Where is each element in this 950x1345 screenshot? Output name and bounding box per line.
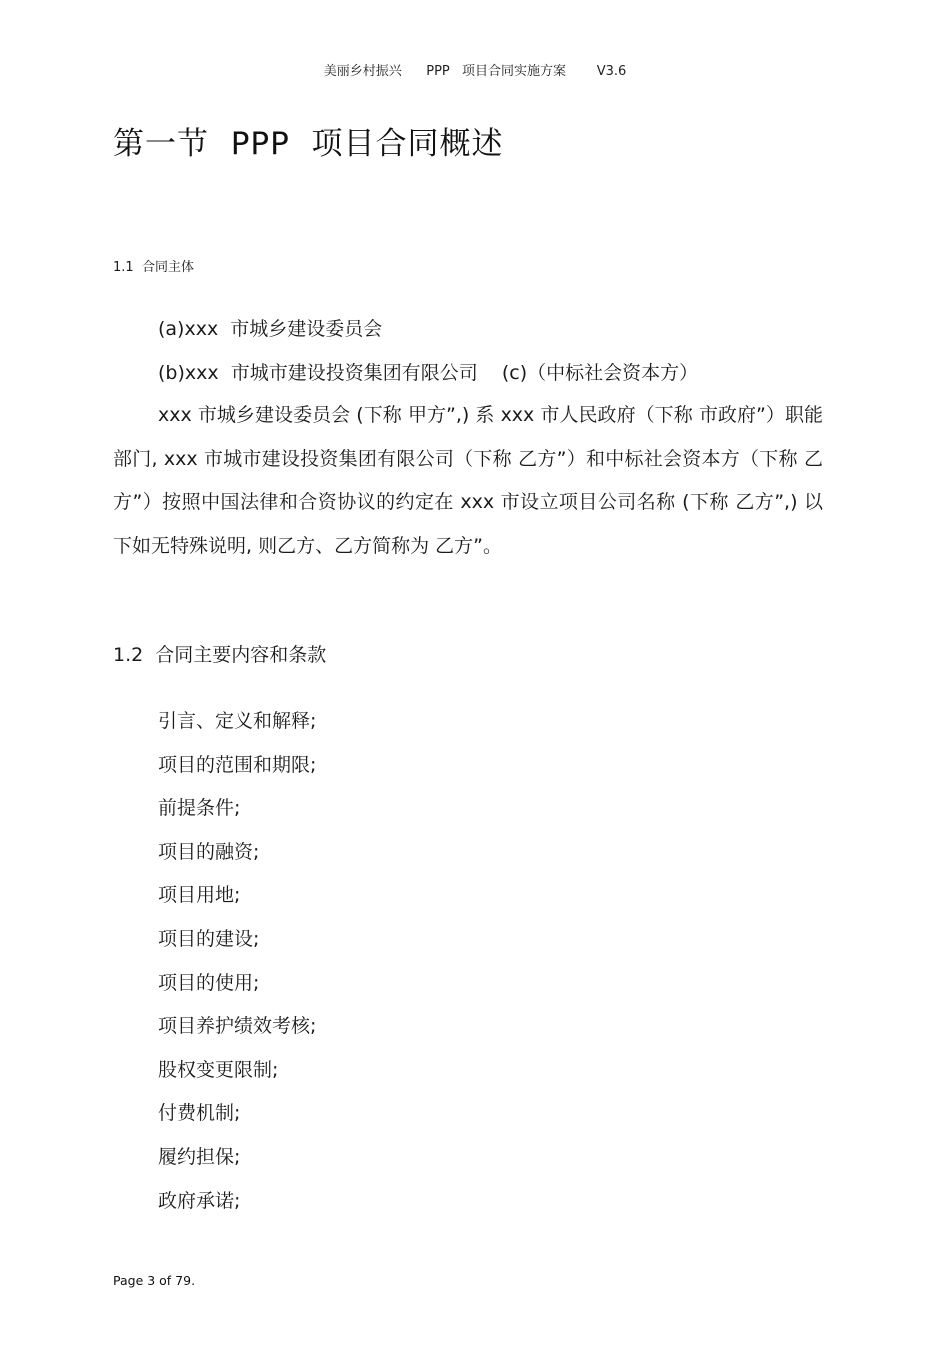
section-title: 第一节 PPP 项目合同概述 (113, 126, 504, 162)
list-item: 项目的范围和期限; (158, 753, 317, 776)
subsection-1-heading: 1.1 合同主体 (113, 260, 194, 275)
entity-a: (a)xxx 市城乡建设委员会 (158, 318, 383, 340)
list-item: 付费机制; (158, 1102, 241, 1125)
page-number: Page 3 of 79. (113, 1273, 196, 1288)
list-item: 项目的建设; (158, 927, 260, 950)
list-item: 项目用地; (158, 884, 241, 907)
list-item: 股权变更限制; (158, 1058, 279, 1081)
list-item: 项目养护绩效考核; (158, 1015, 317, 1038)
list-item: 项目的融资; (158, 840, 260, 863)
clause-list (158, 700, 316, 1223)
list-item: 项目的使用; (158, 971, 260, 994)
list-item: 前提条件; (158, 797, 241, 820)
list-item: 引言、定义和解释; (158, 710, 317, 732)
subsection-2-heading: 1.2 合同主要内容和条款 (113, 644, 327, 666)
list-item: 履约担保; (158, 1145, 241, 1168)
parties-paragraph: xxx 市城乡建设委员会 (下称 甲方”,) 系 xxx 市人民政府（下称 市政府”）职能部门, xxx 市城市建设投资集团有限公司（下称 乙方”）和中标社会资本方（下称 乙方”）按照中国法律和合资协议的约定在 xxx 市设立项目公司名称 (下称 乙方”,) 以下如无特殊说明, 则乙方、乙方简称为 乙方”。 (113, 404, 823, 557)
running-header: 美丽乡村振兴 PPP 项目合同实施方案 V3.6 (323, 64, 627, 79)
entity-b: (b)xxx 市城市建设投资集团有限公司 (c)（中标社会资本方） (158, 362, 699, 384)
list-item: 政府承诺; (158, 1189, 241, 1212)
